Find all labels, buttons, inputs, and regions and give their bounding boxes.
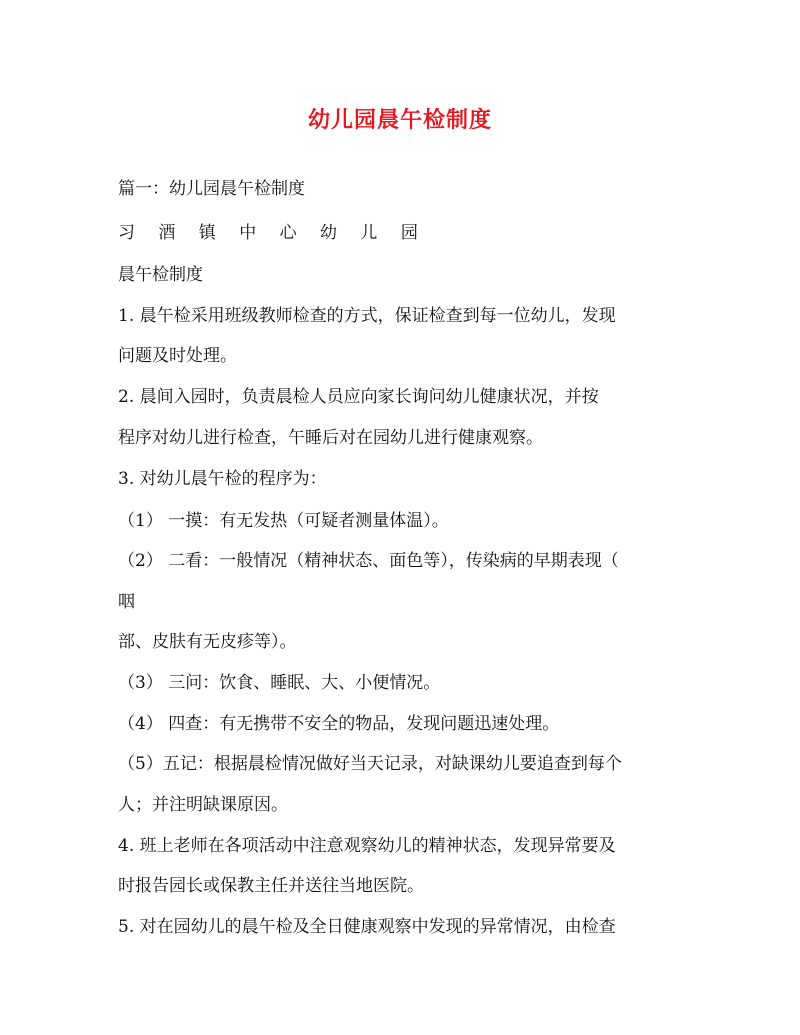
paragraph-line: 5. 对在园幼儿的晨午检及全日健康观察中发现的异常情况，由检查	[118, 917, 616, 937]
paragraph-line: 2. 晨间入园时，负责晨检人员应向家长询问幼儿健康状况，并按	[118, 387, 599, 407]
list-item: （3） 三问：饮食、睡眠、大、小便情况。	[118, 673, 441, 693]
list-item-continued: 部、皮肤有无皮疹等）。	[118, 632, 297, 652]
school-name: 习 酒 镇 中 心 幼 儿 园	[118, 223, 427, 243]
document-title: 幼儿园晨午检制度	[307, 107, 492, 133]
list-item: （1） 一摸：有无发热（可疑者测量体温）。	[118, 511, 449, 531]
list-item-continued: 人；并注明缺课原因。	[118, 795, 288, 815]
paragraph-line: 1. 晨午检采用班级教师检查的方式，保证检查到每一位幼儿，发现	[118, 306, 616, 326]
paragraph-line: 3. 对幼儿晨午检的程序为：	[118, 469, 327, 489]
paragraph-line: 4. 班上老师在各项活动中注意观察幼儿的精神状态，发现异常要及	[118, 836, 616, 856]
paragraph-line: 程序对幼儿进行检查，午睡后对在园幼儿进行健康观察。	[118, 428, 543, 448]
list-item: （5）五记：根据晨检情况做好当天记录，对缺课幼儿要追查到每个	[118, 754, 622, 774]
list-item-continued: 咽	[118, 592, 135, 612]
paragraph-line: 问题及时处理。	[118, 346, 237, 366]
list-item: （2） 二看：一般情况（精神状态、面色等），传染病的早期表现（	[118, 551, 619, 571]
rule-heading: 晨午检制度	[118, 265, 203, 285]
list-item: （4） 四查：有无携带不安全的物品，发现问题迅速处理。	[118, 714, 560, 734]
section-heading: 篇一：幼儿园晨午检制度	[118, 179, 305, 199]
paragraph-line: 时报告园长或保教主任并送往当地医院。	[118, 876, 424, 896]
